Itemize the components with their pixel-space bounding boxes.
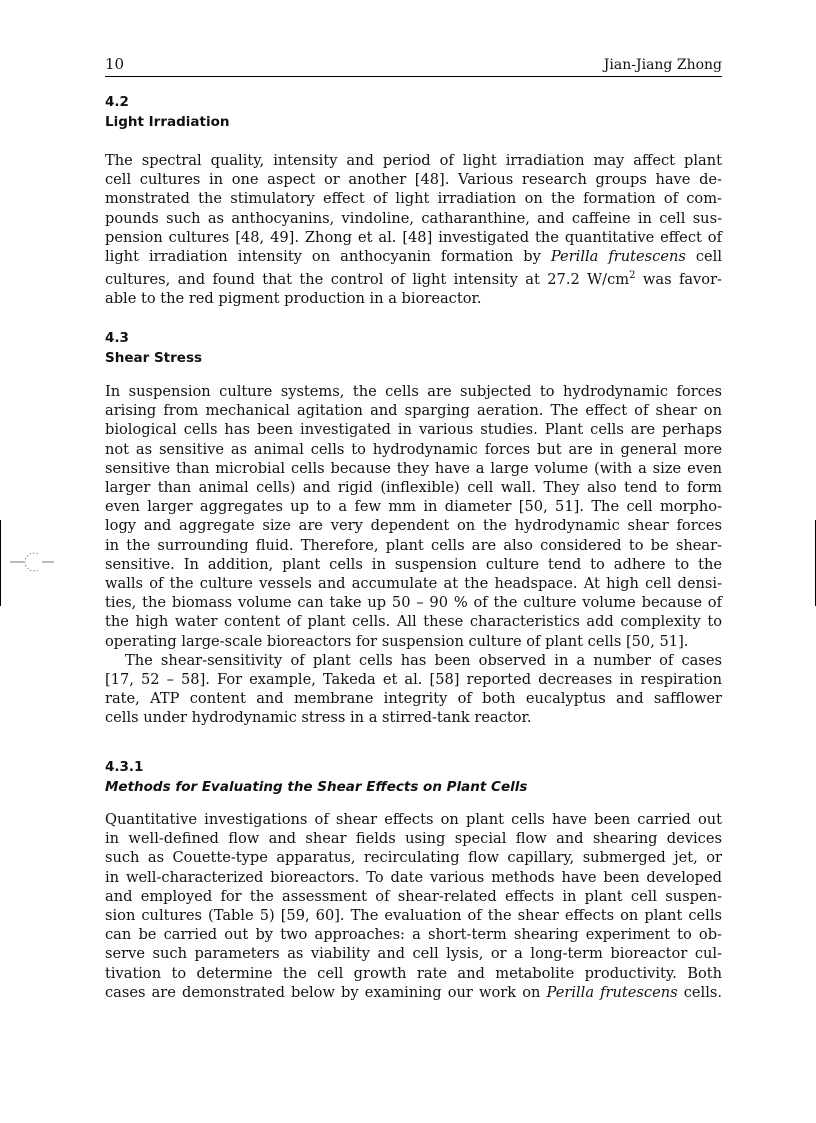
running-head-author: Jian-Jiang Zhong [603, 57, 722, 73]
section-number: 4.3.1 [105, 759, 144, 775]
paragraph-shear-methods [105, 810, 722, 1002]
text-line: ties, the biomass volume can take up 50 – 90 % of the culture volume because of [105, 594, 722, 612]
text-line: in the surrounding fluid. Therefore, plant cells are also considered to be shear- [105, 536, 722, 554]
text-line: not as sensitive as animal cells to hydrodynamic forces but are in general more [105, 440, 722, 458]
text-line: sensitive. In addition, plant cells in suspension culture tend to adhere to the [105, 555, 722, 573]
text-line: monstrated the stimulatory effect of light irradiation on the formation of com- [105, 190, 722, 208]
section-title: Shear Stress [105, 350, 203, 366]
text-line: In suspension culture systems, the cells are subjected to hydrodynamic forces [105, 383, 722, 400]
section-number: 4.3 [105, 330, 129, 346]
text-line: biological cells has been investigated in various studies. Plant cells are perhaps [105, 421, 722, 439]
running-header [105, 54, 722, 77]
text-line: pounds such as anthocyanins, vindoline, catharanthine, and caffeine in cell sus- [105, 209, 722, 227]
text-line: able to the red pigment production in a bioreactor. [105, 290, 482, 308]
paragraph-light-irradiation [105, 151, 722, 308]
text-line: the high water content of plant cells. All these characteristics add complexity to [105, 613, 722, 631]
crop-mark-left [0, 520, 1, 606]
text-line: such as Couette-type apparatus, recirculating flow capillary, submerged jet, or [105, 849, 722, 867]
text-line: can be carried out by two approaches: a short-term shearing experiment to ob- [105, 926, 722, 944]
species-name: Perilla frutescens [550, 248, 686, 266]
text-line: cells under hydrodynamic stress in a stirred-tank reactor. [105, 709, 532, 727]
registration-mark-icon [10, 550, 54, 574]
text-line-with-species [105, 983, 722, 1002]
superscript: 2 [629, 270, 636, 282]
text-line: operating large-scale bioreactors for suspension culture of plant cells [50, 51]. [105, 632, 689, 650]
text-line: The spectral quality, intensity and period of light irradiation may affect plant [105, 152, 722, 169]
page-number: 10 [105, 55, 125, 73]
species-name: Perilla frutescens [546, 983, 678, 1001]
text-line: The shear-sensitivity of plant cells has been observed in a number of cases [125, 651, 722, 669]
section-title: Light Irradiation [105, 114, 230, 130]
text-line: larger than animal cells) and rigid (inflexible) cell wall. They also tend to form [105, 479, 722, 497]
section-heading-4-3-1 [105, 757, 722, 797]
text-line: Quantitative investigations of shear effects on plant cells have been carried out [105, 811, 722, 828]
text-run: was favor- [642, 271, 722, 289]
section-number: 4.2 [105, 94, 129, 110]
text-line: sensitive than microbial cells because they have a large volume (with a size even [105, 459, 722, 477]
text-line-with-units [105, 266, 722, 289]
text-line: arising from mechanical agitation and sparging aeration. The effect of shear on [105, 402, 722, 420]
text-line: tivation to determine the cell growth rate and metabolite productivity. Both [105, 964, 722, 982]
text-line: serve such parameters as viability and cell lysis, or a long-term bioreactor cul- [105, 945, 722, 963]
text-run: light irradiation intensity on anthocyanin formation by [105, 248, 541, 266]
text-line: pension cultures [48, 49]. Zhong et al. [48] investigated the quantitative effect of [105, 228, 722, 246]
text-line: even larger aggregates up to a few mm in diameter [50, 51]. The cell morpho- [105, 498, 722, 516]
section-heading-4-3 [105, 328, 722, 368]
text-line-with-species [105, 247, 722, 266]
section-title: Methods for Evaluating the Shear Effects on Plant Cells [105, 779, 528, 795]
text-line: and employed for the assessment of shear-related effects in plant cell suspen- [105, 887, 722, 905]
text-run: cases are demonstrated below by examining our work on [105, 983, 541, 1001]
text-line: rate, ATP content and membrane integrity of both eucalyptus and safflower [105, 690, 722, 708]
section-heading-4-2 [105, 92, 722, 132]
text-line: logy and aggregate size are very dependent on the hydrodynamic shear forces [105, 517, 722, 535]
paragraph-shear-stress [105, 382, 722, 728]
text-line: [17, 52 – 58]. For example, Takeda et al. [58] reported decreases in respiration [105, 671, 722, 689]
text-run: cultures, and found that the control of light intensity at 27.2 W/cm [105, 271, 630, 289]
text-run: cell [695, 248, 723, 266]
text-line: cell cultures in one aspect or another [48]. Various research groups have de- [105, 171, 722, 189]
text-line: walls of the culture vessels and accumulate at the headspace. At high cell densi- [105, 575, 722, 593]
text-line: in well-defined flow and shear fields using special flow and shearing devices [105, 830, 722, 848]
text-line: sion cultures (Table 5) [59, 60]. The evaluation of the shear effects on plant cells [105, 907, 722, 925]
text-line: in well-characterized bioreactors. To date various methods have been developed [105, 868, 722, 886]
text-run: cells. [683, 983, 723, 1001]
